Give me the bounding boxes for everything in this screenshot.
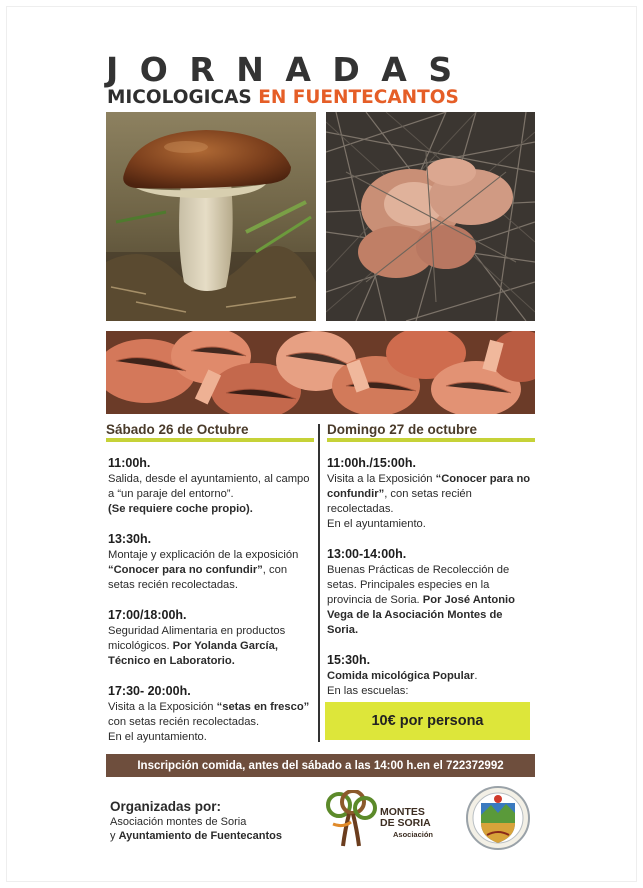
saturday-schedule [108,455,316,759]
mushrooms-in-pine-needles-photo [326,112,535,321]
saturday-header-text: Sábado 26 de Octubre [106,422,249,437]
event-time: 17:00/18:00h. [108,608,187,622]
schedule-event [108,607,316,669]
event-description: Visita a la Exposición “Conocer para no confundir”, con setas recién recolectadas. En el ayuntamiento. [327,473,531,530]
event-description: Visita a la Exposición “setas en fresco” con setas recién recolectadas. En el ayuntamiento. [108,701,310,743]
event-time: 11:00h./15:00h. [327,456,416,470]
organizers-title: Organizadas por: [110,799,222,814]
schedule-event [108,455,316,517]
subtitle-prefix: MICOLOGICAS [107,87,259,108]
saturday-header-underline [106,438,314,442]
sunday-header-underline [327,438,535,442]
event-description: Seguridad Alimentaria en productos micológicos. Por Yolanda García, Técnico en Laboratorio. [108,625,286,667]
column-divider [318,424,320,742]
sunday-header [327,421,535,442]
event-time: 17:30- 20:00h. [108,684,191,698]
event-description: Comida micológica Popular. En las escuelas: [327,670,478,697]
town-coat-of-arms-icon [465,785,531,851]
sunday-header-text: Domingo 27 de octubre [327,422,478,437]
montes-logo-name: MONTES DE SORIA [380,806,431,829]
organizer-line-1: Asociación montes de Soria [110,816,247,828]
tree-logo-icon [323,790,379,848]
porcini-mushroom-photo [106,112,316,321]
saturday-header [106,421,314,442]
event-time: 13:30h. [108,532,152,546]
title-subtitle [107,87,537,109]
event-description: Montaje y explicación de la exposición “Conocer para no confundir”, con setas recién recolectadas. [108,549,299,591]
event-description: Salida, desde el ayuntamiento, al campo a “un paraje del entorno”. (Se requiere coche propio). [108,473,310,515]
schedule-event [327,652,533,699]
inscription-bar: Inscripción comida, antes del sábado a las 14:00 h.en el 722372992 [106,754,535,777]
schedule-event [327,455,533,532]
event-time: 11:00h. [108,456,151,470]
subtitle-highlight: EN FUENTECANTOS [258,87,459,108]
schedule-event [108,531,316,593]
event-time: 15:30h. [327,653,371,667]
event-time: 13:00-14:00h. [327,547,407,561]
organizers-block [110,798,330,843]
organizer-line-2: y Ayuntamiento de Fuentecantos [110,830,282,842]
lactarius-mushrooms-photo [106,331,535,414]
montes-logo-sub: Asociación [393,830,434,839]
montes-de-soria-logo [323,790,438,850]
sunday-schedule [327,455,533,713]
event-description: Buenas Prácticas de Recolección de setas. Principales especies en la provincia de Soria. Por José Antonio Vega de la Asociación Montes de Soria. [327,564,515,636]
schedule-event [108,683,316,745]
schedule-event [327,546,533,638]
page-border [6,6,637,882]
title-jornadas: JORNADAS [106,50,474,89]
price-badge: 10€ por persona [325,702,530,740]
